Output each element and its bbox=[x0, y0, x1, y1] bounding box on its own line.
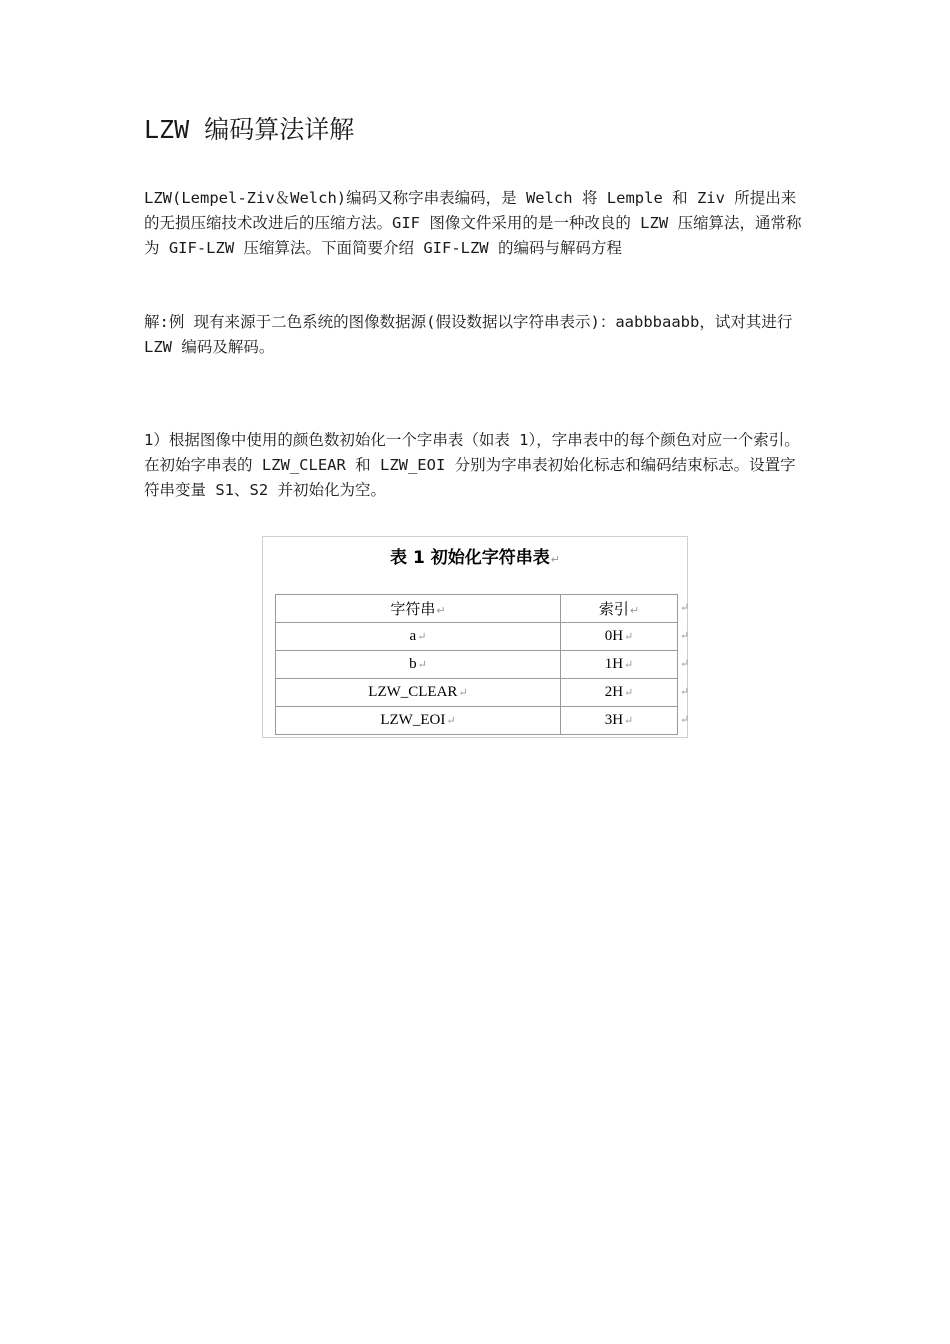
page-title: LZW 编码算法详解 bbox=[144, 115, 355, 144]
paragraph-mark: ↵ bbox=[680, 657, 690, 670]
table1-caption-text: 表 1 初始化字符串表 bbox=[390, 548, 550, 568]
paragraph-mark: ↵ bbox=[680, 601, 690, 614]
table-cell: a↵ bbox=[276, 623, 561, 651]
paragraph-mark: ↵ bbox=[680, 629, 690, 642]
table-cell: LZW_CLEAR↵ bbox=[276, 679, 561, 707]
paragraph-mark: ↵ bbox=[680, 713, 690, 726]
example-paragraph: 解:例 现有来源于二色系统的图像数据源(假设数据以字符串表示)：aabbbaabb，试对其进行 LZW 编码及解码。 bbox=[144, 313, 793, 356]
table-row bbox=[276, 707, 678, 735]
row-end-marks bbox=[680, 594, 689, 734]
table-cell: 0H↵ bbox=[560, 623, 677, 651]
table-row bbox=[276, 651, 678, 679]
paragraph-mark: ↵ bbox=[680, 685, 690, 698]
step1-paragraph: 1）根据图像中使用的颜色数初始化一个字串表（如表 1），字串表中的每个颜色对应一个索引。在初始字串表的 LZW_CLEAR 和 LZW_EOI 分别为字串表初始化标志和编码结束标志。设置字符串变量 S1、S2 并初始化为空。 bbox=[144, 431, 800, 499]
header-string: 字符串↵ bbox=[276, 595, 561, 623]
paragraph-mark: ↵ bbox=[550, 553, 560, 566]
table-row bbox=[276, 623, 678, 651]
table-cell: LZW_EOI↵ bbox=[276, 707, 561, 735]
table-cell: 3H↵ bbox=[560, 707, 677, 735]
table-row bbox=[276, 679, 678, 707]
header-index: 索引↵ bbox=[560, 595, 677, 623]
table1-caption bbox=[263, 543, 687, 568]
table-header-row bbox=[276, 595, 678, 623]
table1 bbox=[275, 594, 678, 735]
intro-paragraph: LZW(Lempel-Ziv＆Welch)编码又称字串表编码，是 Welch 将 Lemple 和 Ziv 所提出来的无损压缩技术改进后的压缩方法。GIF 图像文件采用的是一种改良的 LZW 压缩算法，通常称为 GIF-LZW 压缩算法。下面简要介绍 GIF-LZW 的编码与解码方程 bbox=[144, 189, 802, 257]
table-cell: 1H↵ bbox=[560, 651, 677, 679]
table-cell: b↵ bbox=[276, 651, 561, 679]
table-cell: 2H↵ bbox=[560, 679, 677, 707]
table1-figure bbox=[262, 536, 688, 738]
